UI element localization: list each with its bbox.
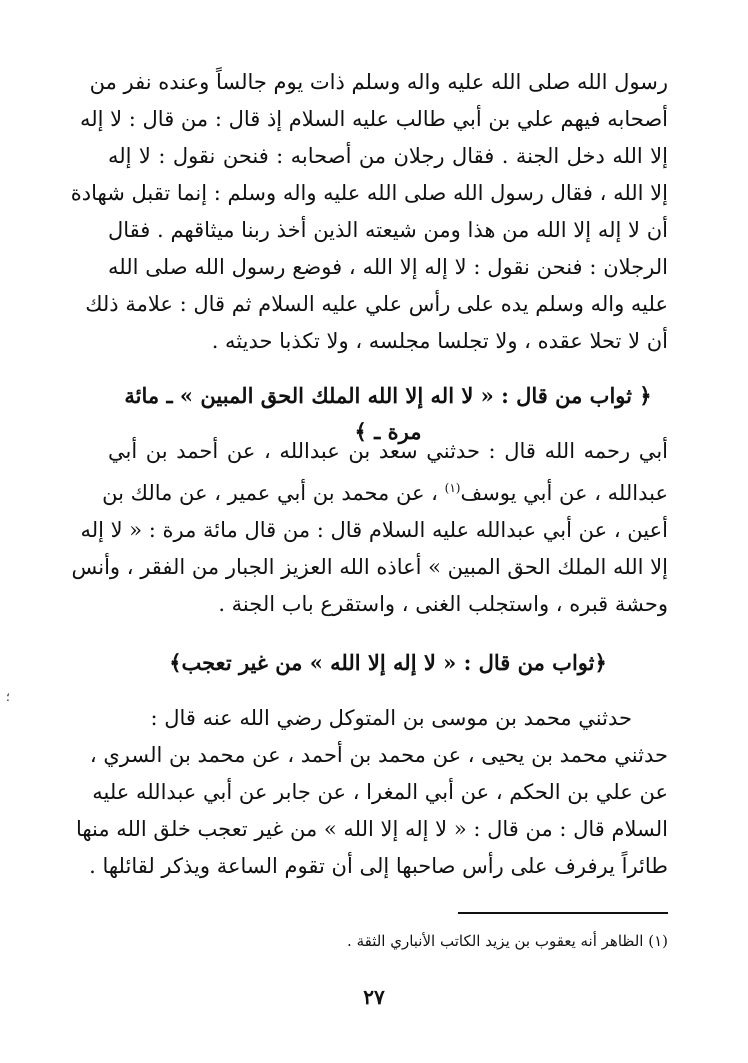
text-line: وحشة قبره ، واستجلب الغنى ، واستقرع باب الجنة .	[218, 592, 668, 616]
text-line: حدثني محمد بن موسى بن المتوكل رضي الله عنه قال :	[150, 706, 632, 730]
footnote: (١) الظاهر أنه يعقوب بن يزيد الكاتب الأنباري الثقة .	[347, 932, 668, 950]
text-line: طائراً يرفرف على رأس صاحبها إلى أن تقوم الساعة ويذكر لقائلها .	[89, 854, 668, 878]
text-line: الرجلان : فنحن نقول : لا إله إلا الله ، فوضع رسول الله صلى الله	[108, 255, 668, 279]
section-heading-2: ﴿ثواب من قال : « لا إله إلا الله » من غير تعجب﴾	[169, 650, 607, 675]
margin-mark: ؛	[6, 690, 10, 704]
text-line: أعين ، عن أبي عبدالله عليه السلام قال : من قال مائة مرة : « لا إله	[80, 518, 668, 542]
footnote-divider	[458, 912, 668, 914]
text-line	[102, 470, 668, 512]
text-line: حدثني محمد بن يحيى ، عن محمد بن أحمد ، عن محمد بن السري ،	[89, 743, 668, 767]
text-line: السلام قال : من قال : « لا إله إلا الله » من غير تعجب خلق الله منها	[75, 817, 668, 841]
text-line: إلا الله دخل الجنة . فقال رجلان من أصحابه : فنحن نقول : لا إله	[108, 144, 668, 168]
text-segment: عبدالله ، عن أبي يوسف	[460, 481, 668, 505]
text-line: عليه واله وسلم يده على رأس علي عليه السلام ثم قال : علامة ذلك	[85, 292, 668, 316]
text-line: إلا الله ، فقال رسول الله صلى الله عليه واله وسلم : إنما تقبل شهادة	[70, 181, 668, 205]
text-line: أبي رحمه الله قال : حدثني سعد بن عبدالله ، عن أحمد بن أبي	[108, 439, 668, 463]
paragraph-hadith-3	[75, 700, 668, 885]
text-line: أن لا إله إلا الله من هذا ومن شيعته الذين أخذ ربنا ميثاقهم . فقال	[108, 218, 668, 242]
page-number: ٢٧	[363, 985, 385, 1009]
section-heading-1: ﴿ ثواب من قال : « لا اله إلا الله الملك الحق المبين » ـ مائة مرة ـ ﴾	[124, 383, 652, 444]
text-segment: ، عن محمد بن أبي عمير ، عن مالك بن	[102, 481, 438, 505]
paragraph-hadith-1	[70, 64, 668, 360]
text-line: إلا الله الملك الحق المبين » أعاذه الله العزيز الجبار من الفقر ، وأنس	[71, 555, 668, 579]
text-line: أن لا تحلا عقده ، ولا تجلسا مجلسه ، ولا تكذبا حديثه .	[211, 329, 668, 353]
text-line: رسول الله صلى الله عليه واله وسلم ذات يوم جالساً وعنده نفر من	[89, 70, 668, 94]
text-line: أصحابه فيهم علي بن أبي طالب عليه السلام إذ قال : من قال : لا إله	[79, 107, 668, 131]
text-line: عن علي بن الحكم ، عن أبي المغرا ، عن جابر عن أبي عبدالله عليه	[92, 780, 668, 804]
paragraph-hadith-2	[71, 433, 668, 623]
footnote-reference[interactable]: (١)	[444, 481, 461, 495]
